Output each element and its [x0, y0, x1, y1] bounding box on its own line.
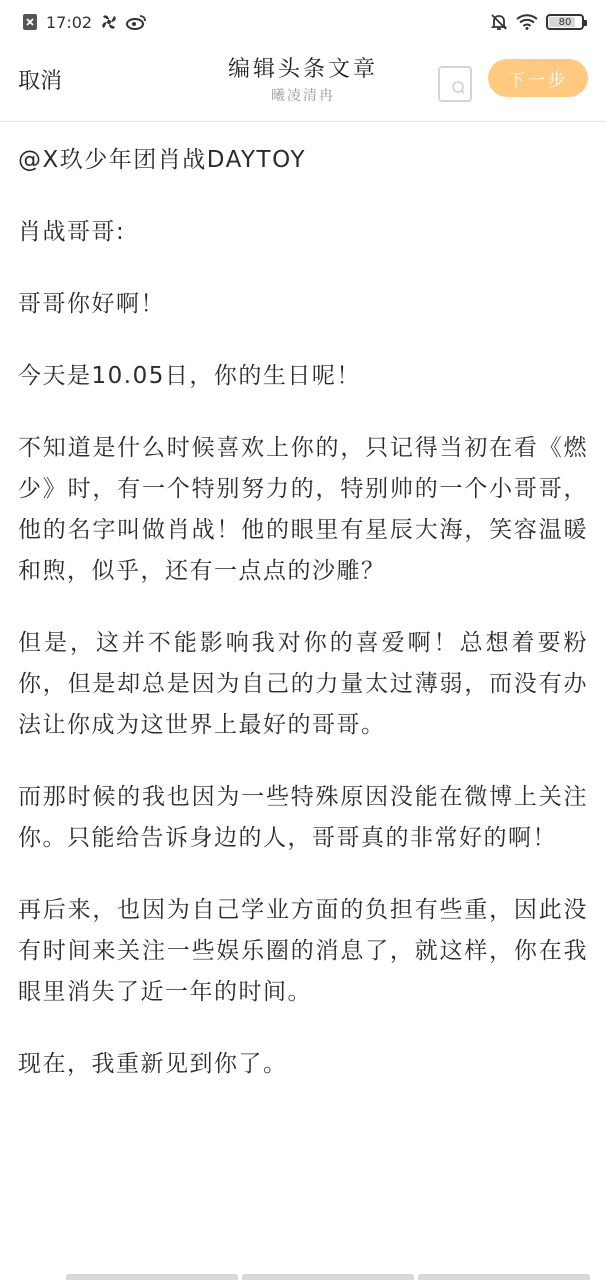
cancel-button[interactable]: 取消: [18, 69, 63, 94]
battery-icon: [546, 14, 584, 30]
author-name: 曦凌清冉: [271, 88, 335, 104]
status-time: 17:02: [46, 12, 93, 32]
pinwheel-icon: [100, 13, 118, 31]
article-paragraph[interactable]: 现在，我重新见到你了。: [18, 1051, 288, 1077]
draft-box-icon: [449, 79, 465, 95]
toolbar-segment[interactable]: [418, 1274, 590, 1280]
toolbar-segment[interactable]: [66, 1274, 238, 1280]
page-title: 编辑头条文章: [227, 57, 378, 82]
article-paragraph[interactable]: 不知道是什么时候喜欢上你的，只记得当初在看《燃少》时，有一个特别努力的，特别帅的一个小哥哥，他的名字叫做肖战！他的眼里有星辰大海，笑容温暖和煦，似乎，还有一点点的沙雕？: [18, 435, 588, 584]
status-bar-left: [22, 13, 146, 32]
article-paragraph[interactable]: @X玖少年团肖战DAYTOY: [18, 147, 307, 173]
title-bar: [0, 44, 606, 122]
toolbar-segment[interactable]: [242, 1274, 414, 1280]
weibo-icon: [126, 14, 146, 30]
article-paragraph[interactable]: 今天是10.05日，你的生日呢！: [18, 363, 361, 389]
mute-bell-icon: [490, 13, 508, 31]
battery-text: 80: [558, 16, 572, 28]
draft-box-button[interactable]: [438, 66, 472, 102]
close-notification-icon: [22, 13, 38, 31]
article-paragraph[interactable]: 肖战哥哥:: [18, 219, 126, 245]
next-step-button[interactable]: 下一步: [488, 59, 588, 97]
article-paragraph[interactable]: 再后来，也因为自己学业方面的负担有些重，因此没有时间来关注一些娱乐圈的消息了，就这样，你在我眼里消失了近一年的时间。: [18, 897, 588, 1005]
article-paragraph[interactable]: 哥哥你好啊！: [18, 291, 165, 317]
article-paragraph[interactable]: 但是，这并不能影响我对你的喜爱啊！总想着要粉你，但是却总是因为自己的力量太过薄弱，而没有办法让你成为这世界上最好的哥哥。: [18, 630, 588, 738]
article-paragraph[interactable]: 而那时候的我也因为一些特殊原因没能在微博上关注你。只能给告诉身边的人，哥哥真的非常好的啊！: [18, 784, 588, 851]
status-bar-right: [490, 13, 584, 31]
wifi-icon: [516, 14, 538, 30]
article-body[interactable]: [18, 140, 588, 1116]
status-bar: [0, 0, 606, 44]
bottom-toolbar: [66, 1274, 590, 1280]
